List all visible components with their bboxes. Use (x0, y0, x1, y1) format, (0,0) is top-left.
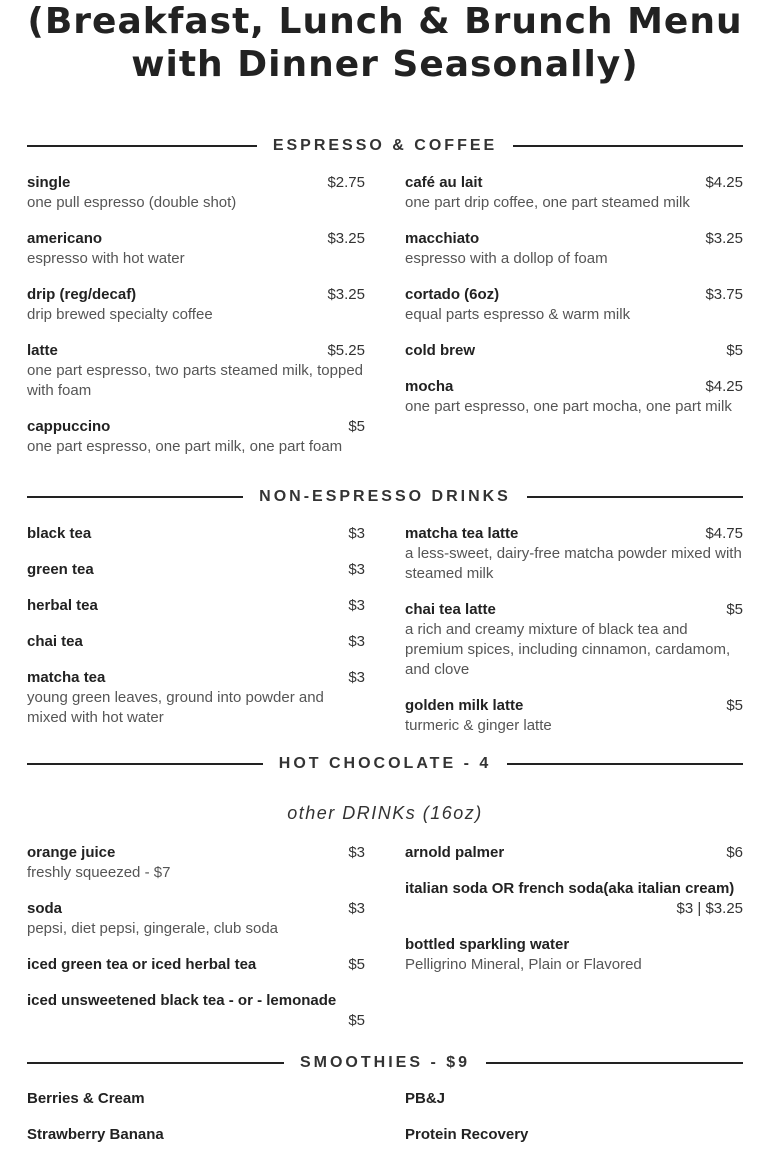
menu-item-price: $6 (726, 844, 743, 861)
menu-item-row (405, 696, 743, 716)
non-espresso-left-column (27, 524, 365, 744)
menu-item (27, 560, 365, 580)
menu-item (27, 341, 365, 401)
menu-item-row (27, 1125, 365, 1145)
menu-item-name: mocha (405, 378, 454, 395)
menu-item-row (27, 173, 365, 193)
other-drinks-right-column (405, 843, 743, 991)
menu-item-description: espresso with hot water (27, 250, 185, 267)
menu-item-price: $5 (348, 1012, 365, 1029)
section-title-espresso: ESPRESSO & COFFEE (272, 137, 498, 154)
menu-item-price: $5 (348, 956, 365, 973)
menu-item-description: espresso with a dollop of foam (405, 250, 608, 267)
menu-item-row (405, 1125, 743, 1145)
menu-item-name: iced unsweetened black tea - or - lemonade (27, 992, 337, 1009)
menu-item-price: $3 (348, 633, 365, 650)
menu-item-description: young green leaves, ground into powder and mixed with hot water (27, 689, 324, 726)
menu-item-price: $3 (348, 900, 365, 917)
menu-item-name: cold brew (405, 342, 476, 359)
menu-item-description: drip brewed specialty coffee (27, 306, 213, 323)
menu-item-row (27, 899, 365, 919)
menu-item-price: $3 (348, 669, 365, 686)
menu-item-price: $3 (348, 561, 365, 578)
menu-item-row (27, 596, 365, 616)
menu-item-description: one part drip coffee, one part steamed milk (405, 194, 690, 211)
menu-item (27, 524, 365, 544)
menu-item-row (27, 955, 365, 975)
menu-item-row (27, 1089, 365, 1109)
menu-item-description: pepsi, diet pepsi, gingerale, club soda (27, 920, 279, 937)
other-drinks-left-column (27, 843, 365, 1047)
menu-item-price: $3.25 (327, 230, 365, 247)
menu-item-name: matcha tea latte (405, 525, 519, 542)
menu-item-price: $3 (348, 597, 365, 614)
menu-item (27, 1089, 365, 1109)
menu-item-name: Strawberry Banana (27, 1126, 164, 1143)
menu-item-price: $4.75 (705, 525, 743, 542)
menu-item (405, 879, 743, 919)
menu-item-name: green tea (27, 561, 94, 578)
menu-item-name: americano (27, 230, 103, 247)
section-header-espresso (27, 134, 743, 158)
menu-item-row (27, 341, 365, 361)
section-title-hot-chocolate: HOT CHOCOLATE - 4 (278, 755, 492, 772)
menu-item-price: $5 (726, 697, 743, 714)
menu-item-row (27, 632, 365, 652)
menu-item-price: $3.25 (327, 286, 365, 303)
divider-line (27, 496, 243, 498)
section-title-other-drinks: other DRINKs (16oz) (287, 803, 483, 823)
menu-item-description: one pull espresso (double shot) (27, 194, 237, 211)
menu-item (405, 377, 743, 417)
non-espresso-right-column (405, 524, 743, 752)
menu-item (27, 1125, 365, 1145)
divider-line (486, 1062, 743, 1064)
menu-item-row (27, 843, 365, 863)
menu-item-name: cappuccino (27, 418, 111, 435)
menu-item (27, 899, 365, 939)
menu-item (405, 935, 743, 975)
section-title-smoothies: SMOOTHIES - $9 (299, 1054, 471, 1071)
section-title-non-espresso: NON-ESPRESSO DRINKS (259, 488, 511, 505)
menu-item (405, 524, 743, 584)
divider-line (513, 145, 743, 147)
menu-item-name: black tea (27, 525, 92, 542)
section-header-hot-chocolate (27, 752, 743, 776)
divider-line (527, 496, 743, 498)
menu-item (27, 417, 365, 457)
menu-item-price: $5.25 (327, 342, 365, 359)
menu-item-name: golden milk latte (405, 697, 524, 714)
divider-line (27, 763, 263, 765)
menu-item-name: arnold palmer (405, 844, 505, 861)
menu-item-name: iced green tea or iced herbal tea (27, 956, 257, 973)
menu-item-name: herbal tea (27, 597, 98, 614)
menu-item-price: $4.25 (705, 378, 743, 395)
menu-item-row (405, 229, 743, 249)
menu-item-description: one part espresso, two parts steamed milk, topped with foam (27, 362, 364, 399)
menu-item-name: cortado (6oz) (405, 286, 500, 303)
menu-item (27, 229, 365, 269)
menu-item-name: single (27, 174, 71, 191)
menu-item (405, 1089, 743, 1109)
menu-item (405, 173, 743, 213)
menu-item-row (27, 668, 365, 688)
menu-item (27, 843, 365, 883)
menu-item-price: $3 (348, 525, 365, 542)
menu-item (27, 596, 365, 616)
menu-item-name: italian soda OR french soda(aka italian cream) (405, 880, 735, 897)
menu-item-price: $3 (348, 844, 365, 861)
menu-item (405, 1125, 743, 1145)
menu-item-price: $4.25 (705, 174, 743, 191)
menu-item-row (405, 173, 743, 193)
menu-item-name: PB&J (405, 1090, 446, 1107)
menu-item (27, 632, 365, 652)
menu-item (405, 696, 743, 736)
menu-item-name: chai tea latte (405, 601, 496, 618)
menu-item-price: $5 (726, 601, 743, 618)
menu-item-description: equal parts espresso & warm milk (405, 306, 631, 323)
menu-item-price: $5 (348, 418, 365, 435)
menu-item-name: chai tea (27, 633, 83, 650)
menu-item (405, 843, 743, 863)
menu-item (27, 668, 365, 728)
menu-title: (Breakfast, Lunch & Brunch Menu with Dinner Seasonally) (27, 1, 743, 85)
menu-item-name: café au lait (405, 174, 483, 191)
section-header-non-espresso (27, 485, 743, 509)
espresso-left-column (27, 173, 365, 473)
menu-item-name: orange juice (27, 844, 116, 861)
menu-item-row (405, 600, 743, 620)
menu-item-name: latte (27, 342, 58, 359)
menu-item-row (27, 417, 365, 437)
espresso-right-column (405, 173, 743, 433)
menu-item-row (405, 935, 743, 955)
menu-item-row (27, 991, 365, 1011)
menu-item-row (405, 377, 743, 397)
divider-line (27, 145, 257, 147)
menu-item-row (27, 285, 365, 305)
menu-item-row (405, 341, 743, 361)
menu-item-row (405, 1089, 743, 1109)
menu-item (405, 229, 743, 269)
menu-item-row (405, 524, 743, 544)
menu-item (27, 991, 365, 1031)
menu-item-name: Protein Recovery (405, 1126, 529, 1143)
menu-item-description: one part espresso, one part mocha, one part milk (405, 398, 732, 415)
menu-item-name: Berries & Cream (27, 1090, 145, 1107)
menu-item-row (405, 879, 743, 899)
menu-item (405, 285, 743, 325)
menu-item-name: matcha tea (27, 669, 106, 686)
menu-item-name: bottled sparkling water (405, 936, 570, 953)
menu-item-price: $3 | $3.25 (676, 900, 743, 917)
menu-item-description: a less-sweet, dairy-free matcha powder mixed with steamed milk (405, 545, 742, 582)
menu-item-price: $3.75 (705, 286, 743, 303)
menu-item (27, 173, 365, 213)
menu-item-description: freshly squeezed - $7 (27, 864, 171, 881)
menu-item-description: a rich and creamy mixture of black tea and premium spices, including cinnamon, cardamom, and clove (405, 621, 731, 678)
menu-item-price: $5 (726, 342, 743, 359)
menu-item-row (405, 843, 743, 863)
menu-item-row (27, 560, 365, 580)
divider-line (27, 1062, 284, 1064)
menu-item (405, 600, 743, 680)
smoothies-left-column (27, 1089, 365, 1161)
menu-item-row (27, 229, 365, 249)
menu-item-price: $3.25 (705, 230, 743, 247)
menu-item-name: drip (reg/decaf) (27, 286, 137, 303)
divider-line (507, 763, 743, 765)
menu-item-price: $2.75 (327, 174, 365, 191)
smoothies-right-column (405, 1089, 743, 1161)
menu-item (27, 955, 365, 975)
menu-item-name: macchiato (405, 230, 480, 247)
section-header-smoothies (27, 1051, 743, 1075)
menu-item (405, 341, 743, 361)
menu-item (27, 285, 365, 325)
menu-item-name: soda (27, 900, 63, 917)
menu-item-description: one part espresso, one part milk, one part foam (27, 438, 343, 455)
menu-item-row (27, 524, 365, 544)
menu-item-description: Pelligrino Mineral, Plain or Flavored (405, 956, 642, 973)
menu-item-row (405, 285, 743, 305)
menu-item-description: turmeric & ginger latte (405, 717, 552, 734)
